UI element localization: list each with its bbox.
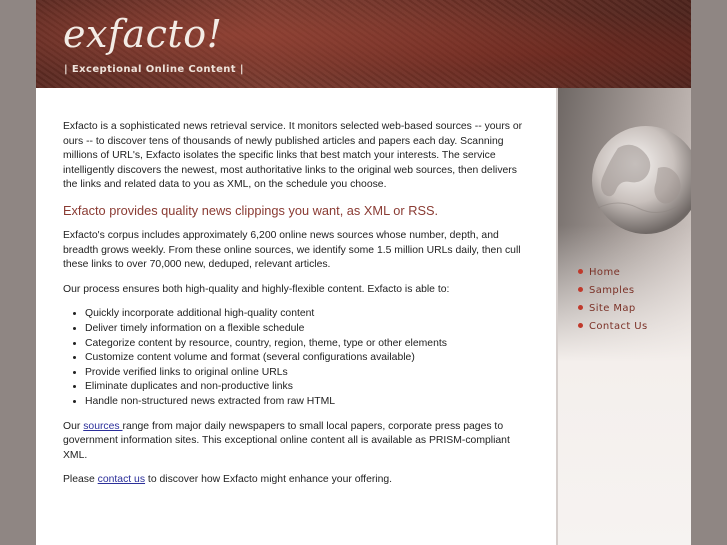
sources-text-post: range from major daily newspapers to small local papers, corporate press pages to government information sites. This exceptional online content all is available as PRISM-compliant XML. bbox=[63, 420, 510, 461]
site-tagline: | Exceptional Online Content | bbox=[64, 64, 244, 75]
sidebar-nav bbox=[578, 262, 648, 334]
globe-image bbox=[558, 108, 691, 258]
nav-link-samples[interactable]: Samples bbox=[589, 285, 635, 296]
nav-item-home[interactable] bbox=[578, 262, 648, 280]
list-item: • Categorize content by resource, country, region, theme, type or other elements bbox=[85, 337, 533, 352]
nav-link-home[interactable]: Home bbox=[589, 267, 621, 278]
corpus-paragraph: Exfacto's corpus includes approximately 6,200 online news sources whose number, depth, and breadth grows weekly. From these online sources, we identify some 1.5 million URLs daily, then cull these links to over 70,000 new, deduped, relevant articles. bbox=[63, 229, 521, 271]
list-item: • Quickly incorporate additional high-quality content bbox=[85, 307, 533, 322]
process-paragraph: Our process ensures both high-quality and highly-flexible content. Exfacto is able to: bbox=[63, 283, 450, 295]
header-banner bbox=[36, 0, 691, 88]
contact-paragraph bbox=[63, 473, 533, 488]
list-item: • Eliminate duplicates and non-productive links bbox=[85, 380, 533, 395]
main-content bbox=[36, 88, 558, 545]
page-frame bbox=[36, 0, 691, 545]
sidebar bbox=[558, 88, 691, 545]
capabilities-list bbox=[63, 307, 533, 409]
nav-item-site-map[interactable] bbox=[578, 298, 648, 316]
nav-link-site-map[interactable]: Site Map bbox=[589, 303, 636, 314]
intro-paragraph: Exfacto is a sophisticated news retrieval service. It monitors selected web-based sources -- yours or ours -- to discover tens of thousands of newly published articles and papers each day. Scanning millions of URL's, Exfacto isolates the specific links that best match your interests. The service intelligently discovers the newest, most authoritative links to the original web sources, then delivers the links and related data to you as XML, on the schedule you choose. bbox=[63, 121, 523, 191]
contact-text-post: to discover how Exfacto might enhance your offering. bbox=[145, 474, 393, 486]
site-logo[interactable]: exfacto! bbox=[63, 12, 223, 56]
sources-paragraph bbox=[63, 420, 533, 464]
bullet-icon bbox=[578, 287, 583, 292]
bullet-icon bbox=[578, 305, 583, 310]
contact-text-pre: Please bbox=[63, 474, 98, 486]
sources-link[interactable]: sources bbox=[83, 420, 123, 432]
nav-item-samples[interactable] bbox=[578, 280, 648, 298]
nav-item-contact-us[interactable] bbox=[578, 316, 648, 334]
list-item: • Deliver timely information on a flexible schedule bbox=[85, 322, 533, 337]
sources-text-pre: Our bbox=[63, 420, 84, 432]
content-text bbox=[63, 120, 533, 498]
headline: Exfacto provides quality news clippings you want, as XML or RSS. bbox=[63, 202, 439, 218]
bullet-icon bbox=[578, 323, 583, 328]
bullet-icon bbox=[578, 269, 583, 274]
list-item: • Customize content volume and format (several configurations available) bbox=[85, 351, 533, 366]
nav-link-contact-us[interactable]: Contact Us bbox=[589, 321, 648, 332]
list-item: • Handle non-structured news extracted from raw HTML bbox=[85, 395, 533, 410]
contact-us-link[interactable]: contact us bbox=[97, 474, 146, 486]
list-item: • Provide verified links to original online URLs bbox=[85, 366, 533, 381]
